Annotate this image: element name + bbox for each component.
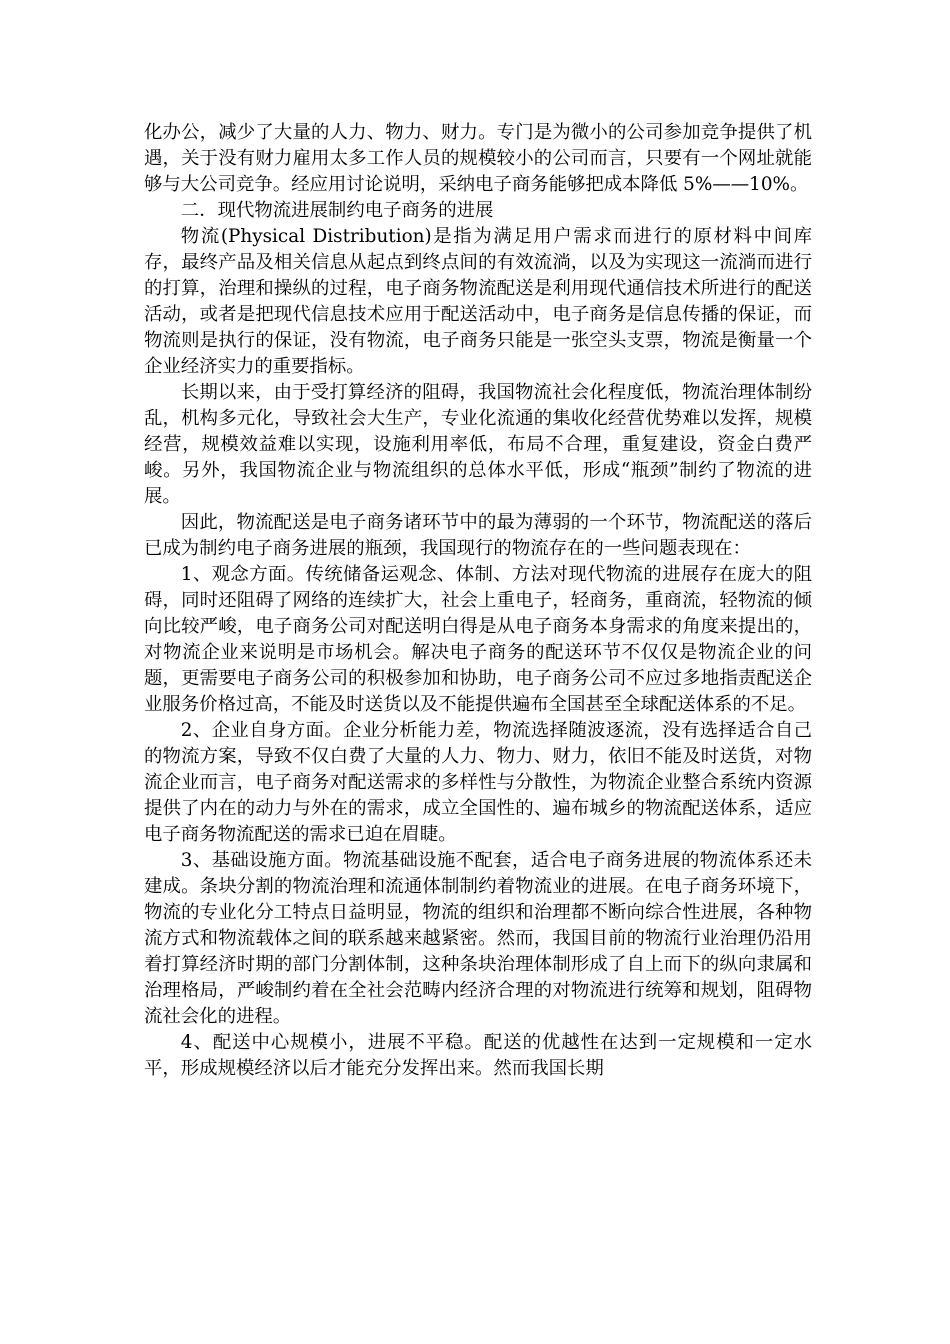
paragraph-intro-continuation: 化办公，减少了大量的人力、物力、财力。专门是为微小的公司参加竞争提供了机遇，关于没有财力雇用太多工作人员的规模较小的公司而言，只要有一个网址就能够与大公司竞争。经应用讨论说明，采纳电子商务能够把成本降低 5%——10%。 [144,122,812,195]
list-item-3-infrastructure: 3、基础设施方面。物流基础设施不配套，适合电子商务进展的物流体系还未建成。条块分割的物流治理和流通体制制约着物流业的进展。在电子商务环境下，物流的专业化分工特点日益明显，物流的组织和治理都不断向综合性进展，各种物流方式和物流载体之间的联系越来越紧密。然而，我国目前的物流行业治理仍沿用着打算经济时期的部门分割体制，这种条块治理体制形成了自上而下的纵向隶属和治理格局，严峻制约着在全社会范畴内经济合理的对物流进行统筹和规划，阻碍物流社会化的进程。 [144,850,812,1027]
section-heading: 二．现代物流进展制约电子商务的进展 [180,200,494,221]
document-body [144,120,812,1082]
list-item-2-enterprise: 2、企业自身方面。企业分析能力差，物流选择随波逐流，没有选择适合自己的物流方案，导致不仅白费了大量的人力、物力、财力，依旧不能及时送货，对物流企业而言，电子商务对配送需求的多样性与分散性，为物流企业整合系统内资源提供了内在的动力与外在的需求，成立全国性的、遍布城乡的物流配送体系，适应电子商务物流配送的需求已迫在眉睫。 [144,720,812,845]
list-item-4-distribution-center: 4、配送中心规模小，进展不平稳。配送的优越性在达到一定规模和一定水平，形成规模经济以后才能充分发挥出来。然而我国长期 [144,1032,812,1079]
paragraph-logistics-definition: 物流(Physical Distribution)是指为满足用户需求而进行的原材料中间库存，最终产品及相关信息从起点到终点间的有效流淌，以及为实现这一流淌而进行的打算，治理和操纵的过程，电子商务物流配送是利用现代通信技术所进行的配送活动，或者是把现代信息技术应用于配送活动中，电子商务是信息传播的保证，而物流则是执行的保证，没有物流，电子商务只能是一张空头支票，物流是衡量一个企业经济实力的重要指标。 [144,226,812,377]
paragraph-planned-economy: 长期以来，由于受打算经济的阻碍，我国物流社会化程度低，物流治理体制纷乱，机构多元化，导致社会大生产，专业化流通的集收化经营优势难以发挥，规模经营，规模效益难以实现，设施利用率低，布局不合理，重复建设，资金白费严峻。另外，我国物流企业与物流组织的总体水平低，形成“瓶颈”制约了物流的进展。 [144,382,812,507]
paragraph-problems-intro: 因此，物流配送是电子商务诸环节中的最为薄弱的一个环节，物流配送的落后已成为制约电子商务进展的瓶颈，我国现行的物流存在的一些问题表现在： [144,512,812,559]
list-item-1-concept: 1、观念方面。传统储备运观念、体制、方法对现代物流的进展存在庞大的阻碍，同时还阻碍了网络的连续扩大，社会上重电子，轻商务，重商流，轻物流的倾向比较严峻，电子商务公司对配送明白得是从电子商务本身需求的角度来提出的，对物流企业来说明是市场机会。解决电子商务的配送环节不仅仅是物流企业的问题，更需要电子商务公司的积极参加和协助，电子商务公司不应过多地指责配送企业服务价格过高，不能及时送货以及不能提供遍布全国甚至全球配送体系的不足。 [144,564,812,715]
